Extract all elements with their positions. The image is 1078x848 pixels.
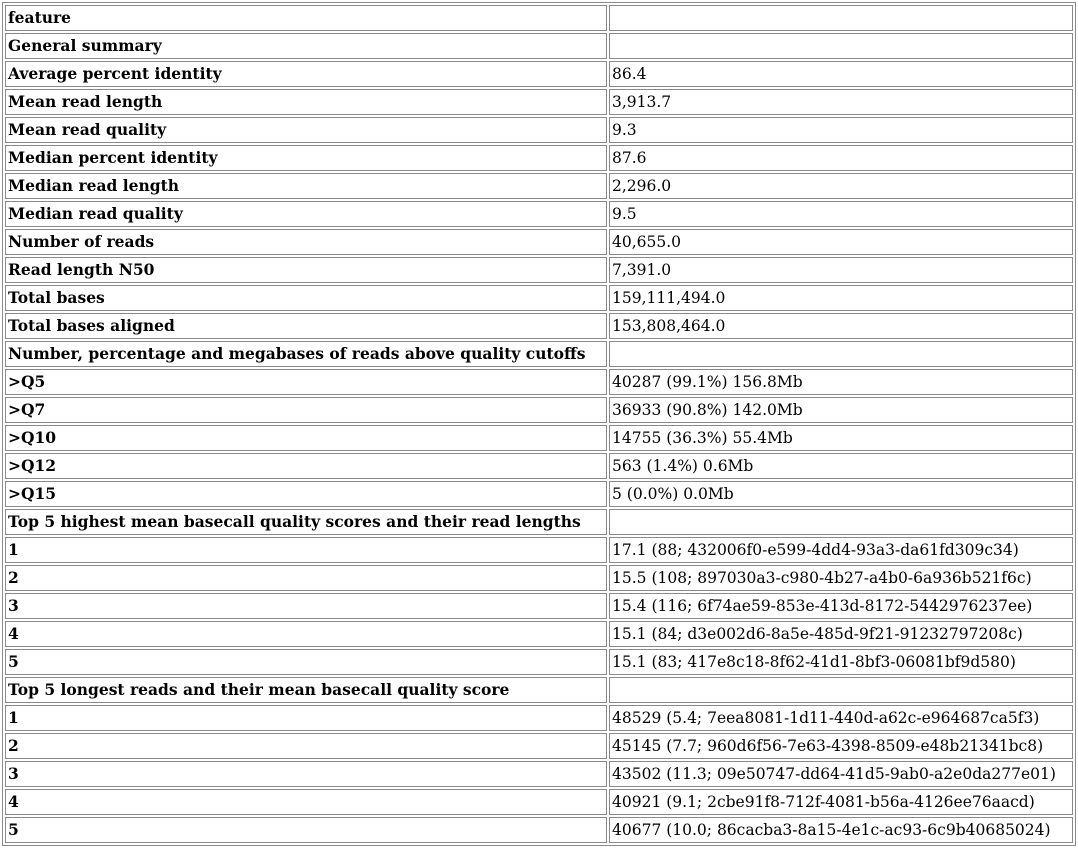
table-row (5, 61, 1073, 87)
row-value-cell (609, 509, 1073, 535)
row-value-cell: 7,391.0 (609, 257, 1073, 283)
row-value-cell: 15.1 (83; 417e8c18-8f62-41d1-8bf3-06081bf9d580) (609, 649, 1073, 675)
row-label-cell: 4 (5, 789, 607, 815)
table-row (5, 285, 1073, 311)
table-row (5, 593, 1073, 619)
table-row (5, 565, 1073, 591)
row-label-cell: Mean read length (5, 89, 607, 115)
table-row (5, 369, 1073, 395)
table-row (5, 89, 1073, 115)
table-row (5, 341, 1073, 367)
table-row (5, 425, 1073, 451)
row-label-cell: Mean read quality (5, 117, 607, 143)
row-label-cell: 3 (5, 761, 607, 787)
row-value-cell: 159,111,494.0 (609, 285, 1073, 311)
table-row (5, 537, 1073, 563)
table-row (5, 649, 1073, 675)
row-label-cell: 4 (5, 621, 607, 647)
table-row (5, 817, 1073, 843)
table-row (5, 257, 1073, 283)
table-row (5, 313, 1073, 339)
row-label-cell: Average percent identity (5, 61, 607, 87)
row-value-cell: 15.4 (116; 6f74ae59-853e-413d-8172-5442976237ee) (609, 593, 1073, 619)
row-value-cell (609, 5, 1073, 31)
row-label-cell: 5 (5, 649, 607, 675)
row-label-cell: Median percent identity (5, 145, 607, 171)
row-label-cell: General summary (5, 33, 607, 59)
table-row (5, 789, 1073, 815)
table-row (5, 481, 1073, 507)
row-value-cell: 3,913.7 (609, 89, 1073, 115)
row-value-cell: 15.5 (108; 897030a3-c980-4b27-a4b0-6a936b521f6c) (609, 565, 1073, 591)
row-label-cell: Total bases aligned (5, 313, 607, 339)
table-row (5, 117, 1073, 143)
table-row (5, 5, 1073, 31)
table-row (5, 621, 1073, 647)
table-row (5, 201, 1073, 227)
row-value-cell (609, 341, 1073, 367)
row-label-cell: 2 (5, 565, 607, 591)
table-row (5, 145, 1073, 171)
row-value-cell: 48529 (5.4; 7eea8081-1d11-440d-a62c-e964687ca5f3) (609, 705, 1073, 731)
row-label-cell: Median read length (5, 173, 607, 199)
row-label-cell: 5 (5, 817, 607, 843)
table-row (5, 229, 1073, 255)
row-value-cell (609, 33, 1073, 59)
row-label-cell: 1 (5, 537, 607, 563)
row-label-cell: Top 5 longest reads and their mean basecall quality score (5, 677, 607, 703)
row-value-cell: 40921 (9.1; 2cbe91f8-712f-4081-b56a-4126ee76aacd) (609, 789, 1073, 815)
row-label-cell: Total bases (5, 285, 607, 311)
row-value-cell (609, 677, 1073, 703)
row-label-cell: Top 5 highest mean basecall quality scores and their read lengths (5, 509, 607, 535)
table-body (5, 5, 1073, 843)
row-value-cell: 5 (0.0%) 0.0Mb (609, 481, 1073, 507)
row-label-cell: >Q15 (5, 481, 607, 507)
row-value-cell: 17.1 (88; 432006f0-e599-4dd4-93a3-da61fd309c34) (609, 537, 1073, 563)
table-row (5, 677, 1073, 703)
row-value-cell: 40677 (10.0; 86cacba3-8a15-4e1c-ac93-6c9b40685024) (609, 817, 1073, 843)
row-label-cell: >Q5 (5, 369, 607, 395)
row-label-cell: 3 (5, 593, 607, 619)
table-row (5, 397, 1073, 423)
row-value-cell: 9.3 (609, 117, 1073, 143)
row-label-cell: 1 (5, 705, 607, 731)
row-label-cell: >Q12 (5, 453, 607, 479)
table-row (5, 705, 1073, 731)
row-value-cell: 153,808,464.0 (609, 313, 1073, 339)
row-value-cell: 40,655.0 (609, 229, 1073, 255)
row-label-cell: >Q7 (5, 397, 607, 423)
row-value-cell: 14755 (36.3%) 55.4Mb (609, 425, 1073, 451)
row-value-cell: 9.5 (609, 201, 1073, 227)
table-row (5, 453, 1073, 479)
row-value-cell: 2,296.0 (609, 173, 1073, 199)
summary-statistics-table (2, 2, 1076, 846)
row-value-cell: 43502 (11.3; 09e50747-dd64-41d5-9ab0-a2e0da277e01) (609, 761, 1073, 787)
row-value-cell: 86.4 (609, 61, 1073, 87)
row-label-cell: >Q10 (5, 425, 607, 451)
table-row (5, 761, 1073, 787)
row-label-cell: Number of reads (5, 229, 607, 255)
row-value-cell: 15.1 (84; d3e002d6-8a5e-485d-9f21-91232797208c) (609, 621, 1073, 647)
row-value-cell: 45145 (7.7; 960d6f56-7e63-4398-8509-e48b21341bc8) (609, 733, 1073, 759)
row-label-cell: 2 (5, 733, 607, 759)
row-value-cell: 87.6 (609, 145, 1073, 171)
row-label-cell: Median read quality (5, 201, 607, 227)
table-row (5, 33, 1073, 59)
table-row (5, 173, 1073, 199)
row-value-cell: 36933 (90.8%) 142.0Mb (609, 397, 1073, 423)
row-label-cell: Read length N50 (5, 257, 607, 283)
row-value-cell: 40287 (99.1%) 156.8Mb (609, 369, 1073, 395)
row-label-cell: feature (5, 5, 607, 31)
table-row (5, 733, 1073, 759)
row-value-cell: 563 (1.4%) 0.6Mb (609, 453, 1073, 479)
table-row (5, 509, 1073, 535)
row-label-cell: Number, percentage and megabases of reads above quality cutoffs (5, 341, 607, 367)
